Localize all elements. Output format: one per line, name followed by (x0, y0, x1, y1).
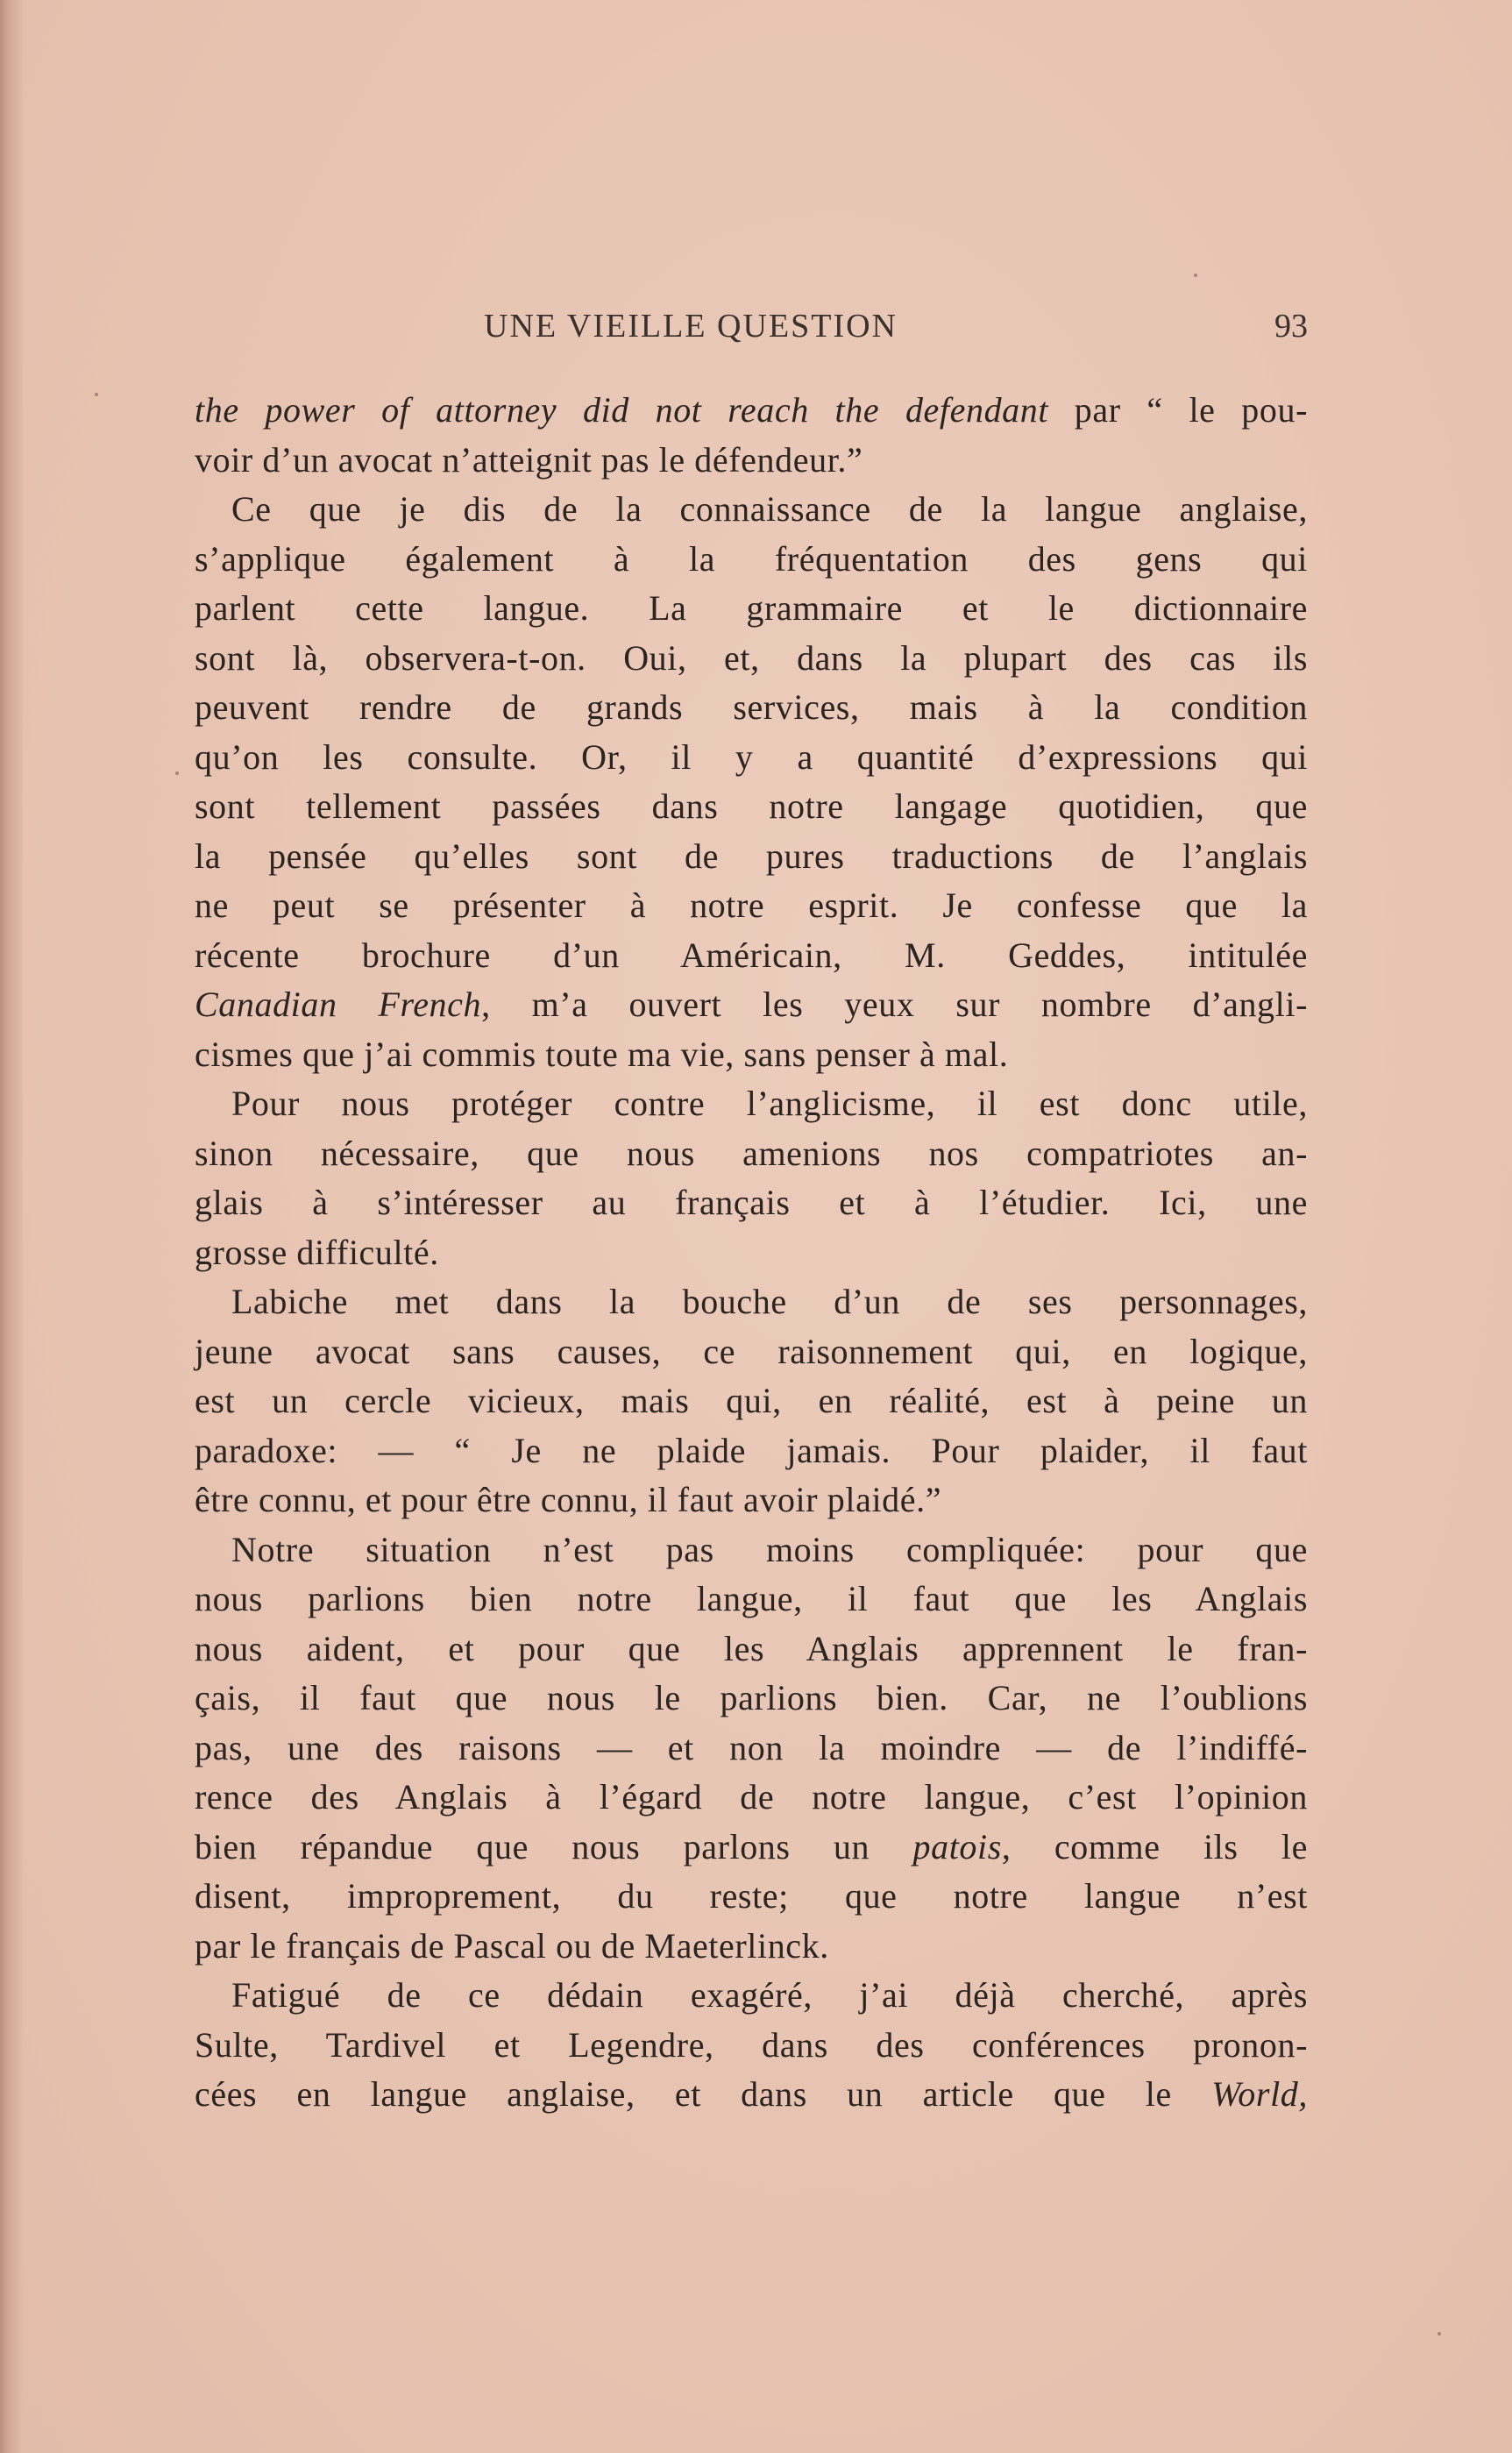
text-line: être connu, et pour être connu, il faut avoir plaidé.” (195, 1480, 942, 1519)
text-line: nous parlions bien notre langue, il faut que les Anglais (195, 1579, 1308, 1618)
page-number: 93 (1274, 308, 1308, 345)
text-line: voir d’un avocat n’atteignit pas le défendeur.” (195, 439, 863, 480)
paper-speck (1194, 274, 1197, 277)
text-line: par le français de Pascal ou de Maeterlinck. (195, 1925, 829, 1966)
text-line: paradoxe: — “ Je ne plaide jamais. Pour plaider, il faut (195, 1430, 1308, 1470)
page-binding-edge (0, 0, 23, 2453)
text-line: bien répandue que nous parlons un patois, comme ils le (195, 1826, 1308, 1866)
text-line: rence des Anglais à l’égard de notre langue, c’est l’opinion (195, 1777, 1308, 1817)
text-line: Canadian French, m’a ouvert les yeux sur nombre d’angli- (195, 985, 1308, 1024)
text-line: jeune avocat sans causes, ce raisonnement qui, en logique, (195, 1331, 1308, 1371)
text-line: Sulte, Tardivel et Legendre, dans des conférences pronon- (195, 2024, 1308, 2065)
text-line: ne peut se présenter à notre esprit. Je confesse que la (195, 885, 1308, 925)
text-line: cées en langue anglaise, et dans un article que le World, (195, 2074, 1308, 2114)
text-line: Ce que je dis de la connaissance de la langue anglaise, (231, 489, 1308, 529)
text-line: Pour nous protéger contre l’anglicisme, il est donc utile, (231, 1084, 1308, 1123)
paper-speck (1437, 2332, 1441, 2336)
body-text (195, 386, 1308, 2120)
text-line: la pensée qu’elles sont de pures traductions de l’anglais (195, 835, 1308, 876)
text-line: grosse difficulté. (195, 1232, 439, 1272)
text-line: sinon nécessaire, que nous amenions nos compatriotes an- (195, 1133, 1308, 1173)
text-line: pas, une des raisons — et non la moindre — de l’indiffé- (195, 1727, 1308, 1767)
running-head (195, 307, 1308, 359)
text-line: nous aident, et pour que les Anglais apprennent le fran- (195, 1628, 1308, 1668)
text-line: çais, il faut que nous le parlions bien. Car, ne l’oublions (195, 1678, 1308, 1717)
text-line: sont tellement passées dans notre langage quotidien, que (195, 786, 1308, 826)
text-line: glais à s’intéresser au français et à l’étudier. Ici, une (195, 1183, 1308, 1222)
text-line: cismes que j’ai commis toute ma vie, sans penser à mal. (195, 1034, 1009, 1074)
text-line: sont là, observera-t-on. Oui, et, dans la plupart des cas ils (195, 637, 1308, 678)
running-title: UNE VIEILLE QUESTION (484, 308, 898, 345)
text-line: Fatigué de ce dédain exagéré, j’ai déjà cherché, après (231, 1975, 1308, 2015)
text-line: the power of attorney did not reach the defendant par “ le pou- (195, 390, 1308, 430)
text-line: récente brochure d’un Américain, M. Geddes, intitulée (195, 935, 1308, 975)
text-line: Labiche met dans la bouche d’un de ses personnages, (231, 1282, 1308, 1321)
text-line: Notre situation n’est pas moins compliquée: pour que (231, 1529, 1308, 1569)
text-line: qu’on les consulte. Or, il y a quantité d’expressions qui (195, 736, 1308, 777)
text-line: peuvent rendre de grands services, mais à la condition (195, 687, 1308, 727)
text-line: s’applique également à la fréquentation des gens qui (195, 538, 1308, 579)
text-line: disent, improprement, du reste; que notre langue n’est (195, 1876, 1308, 1916)
text-line: est un cercle vicieux, mais qui, en réalité, est à peine un (195, 1381, 1308, 1420)
paper-speck (175, 771, 179, 775)
paper-speck (95, 393, 98, 396)
text-line: parlent cette langue. La grammaire et le dictionnaire (195, 588, 1308, 628)
